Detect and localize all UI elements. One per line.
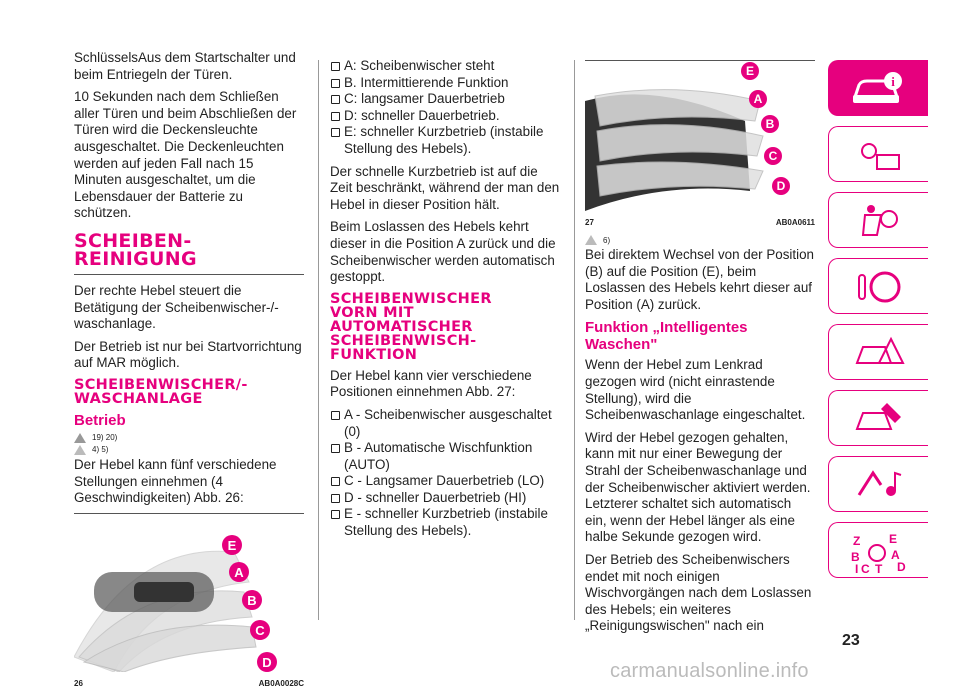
paragraph: Der Hebel kann fünf verschiedene Stellungen einnehmen (4 Geschwindigkeiten) Abb. 26: [74, 456, 277, 506]
paragraph: SchlüsselsAus dem Startschalter und beim Entriegeln der Türen. [74, 50, 296, 82]
fig-label: D [262, 654, 272, 670]
list-item: D - schneller Dauerbetrieb (HI) [330, 490, 560, 507]
svg-text:D: D [897, 560, 906, 574]
list-item: E - schneller Kurzbetrieb (instabile Stellung des Hebels). [330, 506, 560, 539]
svg-text:I: I [855, 562, 859, 575]
car-info-icon [851, 69, 907, 109]
wiper-lever-illustration [585, 61, 815, 211]
fig-label: C [768, 149, 778, 163]
watermark: carmanualsonline.info [610, 660, 809, 682]
paragraph: Der Betrieb ist nur bei Startvorrichtung auf MAR möglich. [74, 338, 302, 371]
tab-index[interactable] [828, 522, 928, 578]
column-divider [318, 60, 319, 620]
tab-driving[interactable] [828, 258, 928, 314]
caution-icon [585, 235, 597, 245]
caution-ref: 6) [585, 235, 815, 245]
warning-lights-icon [851, 135, 907, 175]
fig-label: D [776, 179, 786, 193]
heading-reinigung: SCHEIBEN- REINIGUNG [74, 229, 197, 270]
svg-text:Z: Z [853, 534, 861, 548]
svg-text:A: A [891, 548, 900, 562]
divider [74, 513, 304, 514]
tab-emergency[interactable] [828, 324, 928, 380]
list-item: D: schneller Dauerbetrieb. [330, 108, 560, 125]
caution-ref: 4) 5) [74, 445, 304, 455]
multimedia-icon [851, 465, 907, 505]
fig-label: A [753, 92, 763, 106]
fig-label: E [227, 537, 237, 553]
list-item: B - Automatische Wischfunktion (AUTO) [330, 440, 560, 473]
warning-ref: 19) 20) [74, 433, 304, 443]
position-list-1 [330, 58, 560, 158]
fig-label: A [234, 564, 244, 580]
tab-car-info[interactable] [828, 60, 928, 116]
figure-27 [585, 61, 815, 227]
heading-funktion: Funktion „Intelligentes Waschen" [585, 319, 748, 354]
figure-caption: 27 AB0A0611 [585, 218, 815, 227]
position-list-2 [330, 407, 560, 540]
airbag-icon [851, 201, 907, 241]
fig-label: B [247, 592, 257, 608]
paragraph: Beim Loslassen des Hebels kehrt dieser in die Position A zurück und die Scheibenwischer werden automatisch gestoppt. [330, 219, 556, 285]
paragraph: Wenn der Hebel zum Lenkrad gezogen wird (nicht einrastende Stellung), wird die Scheibenwaschanlage eingeschaltet. [585, 357, 806, 423]
svg-text:T: T [875, 562, 883, 575]
heading-waschanlage: SCHEIBENWISCHER/- WASCHANLAGE [74, 376, 248, 407]
figure-26 [74, 522, 304, 688]
fig-label: B [765, 117, 775, 131]
heading-automatic: SCHEIBENWISCHER VORN MIT AUTOMATISCHER SCHEIBENWISCH- FUNKTION [330, 290, 492, 363]
paragraph: Wird der Hebel gezogen gehalten, kann mit nur einer Bewegung der Strahl der Scheibenwaschanlage und der Scheibenwischer aktiviert werden. Letzterer schaltet sich automatisch ein, wenn der Hebel länger als eine halbe Sekunde gezogen wird. [585, 429, 811, 545]
paragraph: Der Betrieb des Scheibenwischers endet mit noch einigen Wischvorgängen nach dem Loslassen des Hebels; ein weiteres „Reinigungswischen" nach ein [585, 551, 812, 634]
list-item: C - Langsamer Dauerbetrieb (LO) [330, 473, 560, 490]
tab-warning-lights[interactable] [828, 126, 928, 182]
list-item: A - Scheibenwischer ausgeschaltet (0) [330, 407, 560, 440]
tab-safety[interactable] [828, 192, 928, 248]
list-item: E: schneller Kurzbetrieb (instabile Stellung des Hebels). [330, 124, 560, 157]
paragraph: Bei direktem Wechsel von der Position (B) auf die Position (E), beim Loslassen des Hebels kehrt dieser auf Position (A) zurück. [585, 247, 814, 312]
svg-text:B: B [851, 550, 860, 564]
caution-icon [74, 445, 86, 455]
fig-label: C [255, 622, 265, 638]
svg-text:E: E [889, 532, 898, 546]
svg-text:i: i [891, 74, 895, 89]
heading-betrieb: Betrieb [74, 411, 126, 429]
tab-multimedia[interactable] [828, 456, 928, 512]
paragraph: Der Hebel kann vier verschiedene Positionen einnehmen Abb. 27: [330, 367, 532, 400]
paragraph: 10 Sekunden nach dem Schließen aller Türen und beim Abschließen der Türen wird die Deckensleuchte ausgeschaltet. Die Deckenleuchten werden auf jeden Fall nach 15 Minuten ausgeschaltet, um die Lebensdauer der Batterie zu schützen. [74, 89, 297, 221]
chapter-tabs [828, 60, 928, 588]
column-middle [330, 58, 560, 546]
divider [74, 274, 304, 275]
figure-caption: 26 AB0A0028C [74, 678, 304, 688]
tab-maintenance[interactable] [828, 390, 928, 446]
paragraph: Der schnelle Kurzbetrieb ist auf die Zeit beschränkt, während der man den Hebel in dieser Position hält. [330, 163, 560, 212]
column-right [585, 60, 815, 641]
emergency-icon [851, 333, 907, 373]
wiper-lever-illustration [74, 522, 304, 672]
column-left [74, 50, 304, 688]
fig-label: E [745, 64, 755, 78]
steering-icon [851, 267, 907, 307]
index-icon [851, 531, 907, 575]
maintenance-icon [851, 399, 907, 439]
warning-triangle-icon [74, 433, 86, 443]
svg-text:C: C [861, 562, 870, 575]
list-item: A: Scheibenwischer steht [330, 58, 560, 75]
column-divider [574, 60, 575, 620]
paragraph: Der rechte Hebel steuert die Betätigung der Scheibenwischer-/-waschanlage. [74, 282, 279, 332]
page-number: 23 [842, 632, 860, 649]
list-item: C: langsamer Dauerbetrieb [330, 91, 560, 108]
list-item: B. Intermittierende Funktion [330, 75, 560, 92]
